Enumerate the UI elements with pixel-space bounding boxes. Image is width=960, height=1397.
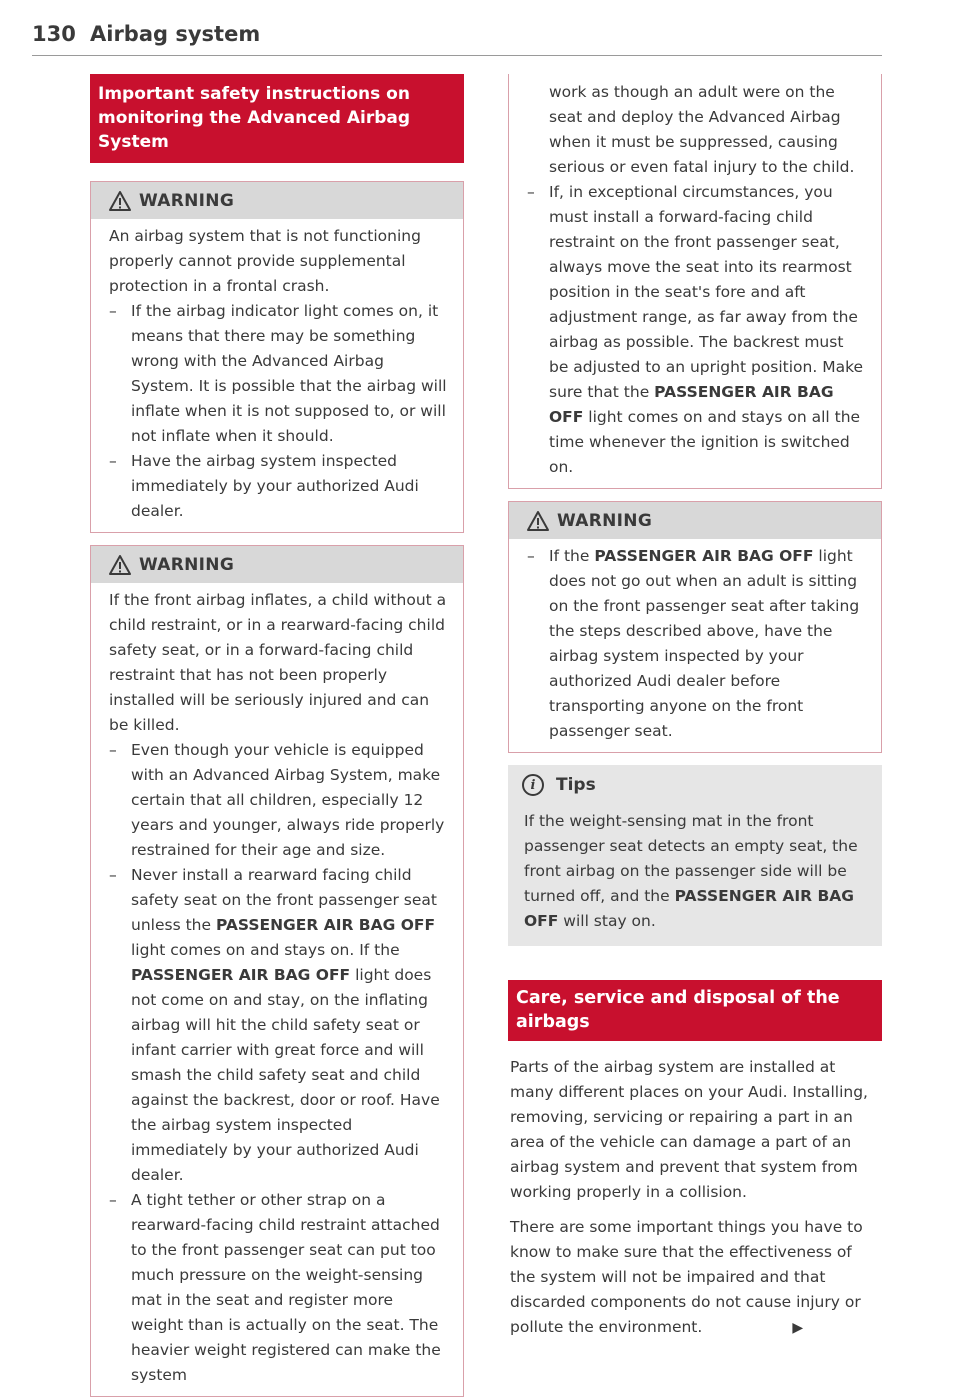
list-item bbox=[109, 863, 449, 1188]
section-title: Airbag system bbox=[90, 22, 261, 46]
text: light comes on and stays on. If the bbox=[131, 941, 400, 959]
heading-line: Important safety instructions on bbox=[98, 84, 410, 104]
warning-triangle-icon bbox=[109, 555, 131, 575]
warning-body bbox=[509, 539, 881, 752]
left-column bbox=[90, 74, 464, 1397]
tips-box bbox=[508, 765, 882, 946]
warning-title: WARNING bbox=[139, 554, 235, 575]
warning-intro: An airbag system that is not functioning properly cannot provide supplemental protection in a frontal crash. bbox=[109, 227, 421, 295]
heading-line: monitoring the Advanced Airbag System bbox=[98, 108, 411, 152]
text: will stay on. bbox=[558, 912, 656, 930]
info-circle-icon: i bbox=[522, 774, 544, 796]
list-item: – A tight tether or other strap on a rearward-facing child restraint attached to the front passenger seat can put too much pressure on the weight-sensing mat in the seat and register more weight than is actually on the seat. The heavier weight registered can make the system bbox=[109, 1188, 449, 1388]
paragraph bbox=[508, 1215, 882, 1341]
warning-header bbox=[91, 182, 463, 219]
warning-triangle-icon bbox=[527, 511, 549, 531]
light-name: PASSENGER AIR BAG OFF bbox=[594, 547, 814, 565]
warning-intro: If the front airbag inflates, a child without a child restraint, or in a rearward-facing child safety seat, or in a forward-facing child restraint that has not been properly installed will be seriously injured and can be killed. bbox=[109, 591, 447, 734]
text: If, in exceptional circumstances, you must install a forward-facing child restraint on the front passenger seat, always move the seat into its rearmost position in the seat's fore and aft adjustment range, as far away from the airbag as possible. The backrest must be adjusted to an upright position. Make sure that the bbox=[549, 183, 864, 401]
list-item: – Have the airbag system inspected immediately by your authorized Audi dealer. bbox=[109, 449, 449, 524]
light-name: PASSENGER AIR BAG OFF bbox=[131, 966, 351, 984]
warning-box-continued bbox=[508, 74, 882, 489]
section-heading: Care, service and disposal of the airbags bbox=[508, 980, 882, 1041]
text: If the bbox=[549, 547, 595, 565]
continue-arrow-icon: ▶ bbox=[792, 1320, 804, 1336]
right-column bbox=[508, 74, 882, 1341]
list-item bbox=[527, 544, 867, 744]
page-header bbox=[32, 22, 882, 56]
warning-body bbox=[91, 219, 463, 532]
tips-title: Tips bbox=[556, 775, 596, 795]
warning-body bbox=[91, 583, 463, 1396]
warning-triangle-icon bbox=[109, 191, 131, 211]
warning-box bbox=[90, 181, 464, 533]
warning-header bbox=[91, 546, 463, 583]
list-item: – Even though your vehicle is equipped with an Advanced Airbag System, make certain that all children, especially 12 years and younger, always ride properly restrained for their age and size. bbox=[109, 738, 449, 863]
page-number: 130 bbox=[32, 22, 76, 46]
warning-body bbox=[509, 74, 881, 488]
continued-text: work as though an adult were on the seat and deploy the Advanced Airbag when it must be suppressed, causing serious or even fatal injury to the child. bbox=[549, 83, 855, 176]
warning-title: WARNING bbox=[139, 190, 235, 211]
text: light comes on and stays on all the time whenever the ignition is switched on. bbox=[549, 408, 861, 476]
tips-header bbox=[508, 765, 882, 805]
light-name: PASSENGER AIR BAG OFF bbox=[215, 916, 436, 934]
text: Never install a rearward facing child safety seat on the front passenger seat unless the bbox=[131, 866, 437, 934]
text: light does not come on and stay, on the inflating airbag will hit the child safety seat or infant carrier with great force and will smash the child safety seat and child against the backrest, door or roof. Have the airbag system inspected immediately by your authorized Audi dealer. bbox=[131, 966, 440, 1184]
text: There are some important things you have to know to make sure that the effectiveness of the system will not be impaired and that discarded components do not cause injury or pollute the environment. bbox=[510, 1218, 863, 1336]
warning-box bbox=[508, 501, 882, 753]
light-name: PASSENGER AIR BAG OFF bbox=[524, 887, 855, 930]
warning-header bbox=[509, 502, 881, 539]
tips-body bbox=[508, 805, 882, 946]
list-item: – If the airbag indicator light comes on, it means that there may be something wrong with the Advanced Airbag System. It is possible that the airbag will inflate when it is not supposed to, or will not inflate when it should. bbox=[109, 299, 449, 449]
section-heading bbox=[90, 74, 464, 163]
warning-box bbox=[90, 545, 464, 1397]
light-name: PASSENGER AIR BAG OFF bbox=[549, 383, 834, 426]
text: If the weight-sensing mat in the front passenger seat detects an empty seat, the front airbag on the passenger side will be turned off, and the bbox=[524, 812, 858, 905]
paragraph: Parts of the airbag system are installed at many different places on your Audi. Installing, removing, servicing or repairing a part in an area of the vehicle can damage a part of an airbag system and prevent that system from working properly in a collision. bbox=[510, 1058, 868, 1201]
warning-title: WARNING bbox=[557, 510, 653, 531]
text: light does not go out when an adult is sitting on the front passenger seat after taking the steps described above, have the airbag system inspected by your authorized Audi dealer before transporting anyone on the front passenger seat. bbox=[549, 547, 860, 740]
list-item bbox=[527, 180, 867, 480]
